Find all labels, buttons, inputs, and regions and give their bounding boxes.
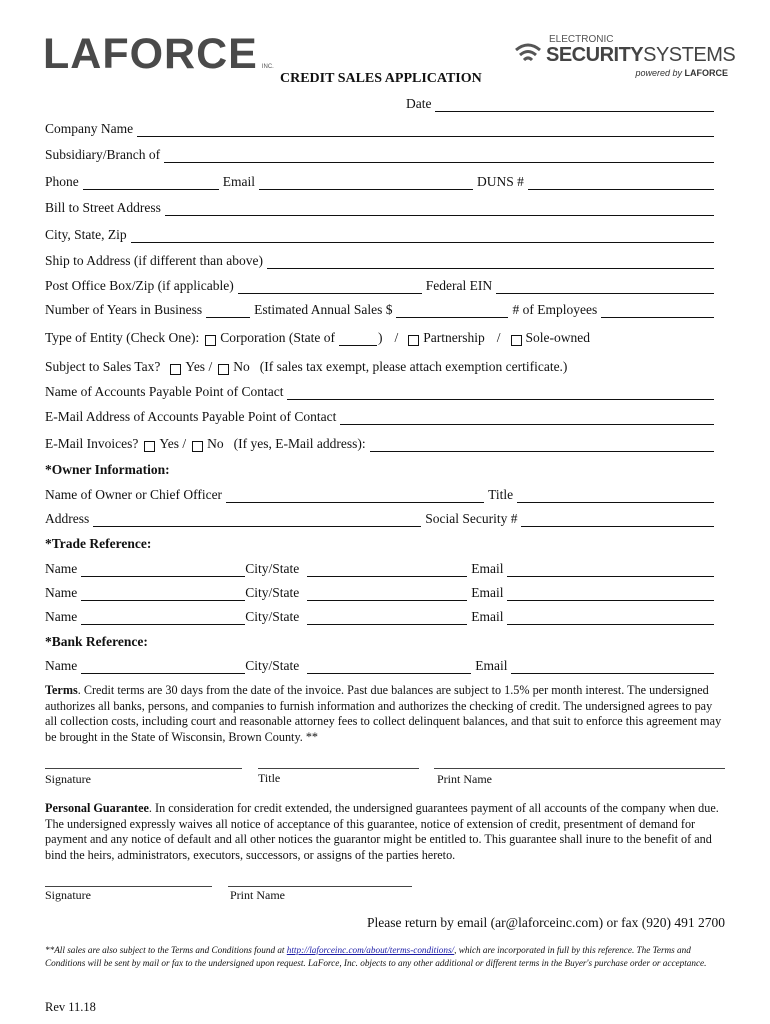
trade-name-field[interactable] (81, 565, 245, 577)
ap-contact-field[interactable] (287, 388, 714, 400)
brand-powered-by: powered by LAFORCE (635, 68, 728, 78)
corporation-checkbox[interactable] (205, 335, 216, 346)
corporation-state-field[interactable] (339, 334, 377, 346)
po-box-field[interactable] (238, 282, 422, 294)
bank-ref-row: Name City/State Email (45, 658, 718, 674)
owner-address-field[interactable] (93, 515, 421, 527)
email-invoices-no-checkbox[interactable] (192, 441, 203, 452)
duns-field[interactable] (528, 178, 714, 190)
ship-to-field[interactable] (267, 257, 714, 269)
return-note: Please return by email (ar@laforceinc.com) or fax (920) 491 2700 (366, 915, 725, 930)
terms-paragraph: Terms. Credit terms are 30 days from the date of the invoice. Past due balances are subject to 1.5% per month interest. The undersigned authorizes all banks, persons, and companies to furnish information and authorizes the checking of credit. The undersigned agrees to pay all collection costs, including court and reasonable attorney fees to collect delinquent balances, and that suit to enforce this agreement may be brought in the State of Wisconsin, Brown County. ** (45, 683, 722, 744)
ap-email-row: E-Mail Address of Accounts Payable Point of Contact (45, 409, 718, 425)
federal-ein-field[interactable] (496, 282, 714, 294)
bill-to-row: Bill to Street Address (45, 200, 718, 216)
signature-line-1[interactable] (45, 768, 242, 769)
sales-tax-row: Subject to Sales Tax? Yes / No (If sales tax exempt, please attach exemption certificate.) (45, 359, 568, 374)
signature-line-2[interactable] (45, 886, 212, 887)
owner-name-row: Name of Owner or Chief Officer Title (45, 487, 718, 503)
social-security-field[interactable] (521, 515, 714, 527)
trade-email-field[interactable] (507, 589, 714, 601)
trade-city-field[interactable] (307, 565, 467, 577)
trade-email-field[interactable] (507, 565, 714, 577)
title-label-1: Title (258, 771, 281, 785)
print-name-label-1: Print Name (437, 772, 492, 786)
invoice-email-field[interactable] (370, 440, 714, 452)
trade-name-field[interactable] (81, 589, 245, 601)
sales-tax-no-checkbox[interactable] (218, 364, 229, 375)
title-line-1[interactable] (258, 768, 419, 769)
email-invoices-row: E-Mail Invoices? Yes / No (If yes, E-Mail address): (45, 436, 718, 452)
years-field[interactable] (206, 306, 250, 318)
email-invoices-yes-checkbox[interactable] (144, 441, 155, 452)
employees-field[interactable] (601, 306, 714, 318)
bank-city-field[interactable] (307, 662, 471, 674)
date-field[interactable] (435, 100, 714, 112)
date-row: Date (406, 96, 718, 112)
phone-field[interactable] (83, 178, 219, 190)
po-box-row: Post Office Box/Zip (if applicable) Federal EIN (45, 278, 718, 294)
signature-label-1: Signature (45, 772, 91, 786)
years-row: Number of Years in Business Estimated Annual Sales $ # of Employees (45, 302, 718, 318)
print-name-label-2: Print Name (230, 888, 285, 902)
owner-name-field[interactable] (226, 491, 484, 503)
revision: Rev 11.18 (45, 1000, 96, 1014)
laforce-logo (43, 30, 274, 79)
trade-ref-row-3: Name City/State Email (45, 609, 718, 625)
trade-name-field[interactable] (81, 613, 245, 625)
terms-link[interactable]: http://laforceinc.com/about/terms-conditions/ (286, 945, 455, 955)
bank-heading: *Bank Reference: (45, 634, 148, 649)
city-state-zip-field[interactable] (131, 231, 714, 243)
brand-electronic: ELECTRONIC (549, 34, 614, 45)
owner-heading: *Owner Information: (45, 462, 170, 477)
brand-security-systems: SECURITYSYSTEMS (546, 44, 736, 66)
signature-label-2: Signature (45, 888, 91, 902)
phone-row: Phone Email DUNS # (45, 174, 718, 190)
bank-email-field[interactable] (511, 662, 714, 674)
bank-name-field[interactable] (81, 662, 245, 674)
trade-heading: *Trade Reference: (45, 536, 152, 551)
owner-address-row: Address Social Security # (45, 511, 718, 527)
annual-sales-field[interactable] (396, 306, 508, 318)
laforce-logo-inc: INC. (261, 64, 274, 70)
laforce-logo-text: LAFORCE (43, 30, 258, 78)
city-state-zip-row: City, State, Zip (45, 227, 718, 243)
ap-contact-row: Name of Accounts Payable Point of Contact (45, 384, 718, 400)
bill-to-field[interactable] (165, 204, 714, 216)
security-systems-logo (513, 34, 736, 80)
subsidiary-row: Subsidiary/Branch of (45, 147, 718, 163)
trade-ref-row-1: Name City/State Email (45, 561, 718, 577)
owner-title-field[interactable] (517, 491, 714, 503)
email-field[interactable] (259, 178, 473, 190)
subsidiary-field[interactable] (164, 151, 714, 163)
ship-to-row: Ship to Address (if different than above) (45, 253, 718, 269)
print-name-line-2[interactable] (228, 886, 412, 887)
trade-city-field[interactable] (307, 613, 467, 625)
page-title: CREDIT SALES APPLICATION (280, 71, 482, 86)
trade-city-field[interactable] (307, 589, 467, 601)
trade-email-field[interactable] (507, 613, 714, 625)
print-name-line-1[interactable] (434, 768, 725, 769)
partnership-checkbox[interactable] (408, 335, 419, 346)
company-name-field[interactable] (137, 125, 714, 137)
ap-email-field[interactable] (340, 413, 714, 425)
sales-tax-yes-checkbox[interactable] (170, 364, 181, 375)
footnote: **All sales are also subject to the Terms and Conditions found at http://laforceinc.com/about/terms-conditions/, which are incorporated in full by this reference. The Terms and Conditions will be sent by mail or fax to the undersigned upon request. LaForce, Inc. objects to any other additional or different terms in the Buyer's purchase order or acceptance. (45, 945, 707, 968)
entity-row: Type of Entity (Check One): Corporation (State of ) / Partnership / Sole-owned (45, 330, 591, 345)
company-name-row: Company Name (45, 121, 718, 137)
guarantee-paragraph: Personal Guarantee. In consideration for credit extended, the undersigned guarantees payment of all accounts of the company when due. The undersigned expressly waives all notice of acceptance of this guarantee, notice of extension of credit, presentment of demand for payment and any notice of default and all other notices the guarantor might be entitled to. This guarantee shall inure to the benefit of and bind the heirs, administrators, executors, successors, or assigns of the parties hereto. (45, 801, 719, 862)
sole-owned-checkbox[interactable] (511, 335, 522, 346)
trade-ref-row-2: Name City/State Email (45, 585, 718, 601)
wifi-signal-icon (513, 40, 543, 70)
